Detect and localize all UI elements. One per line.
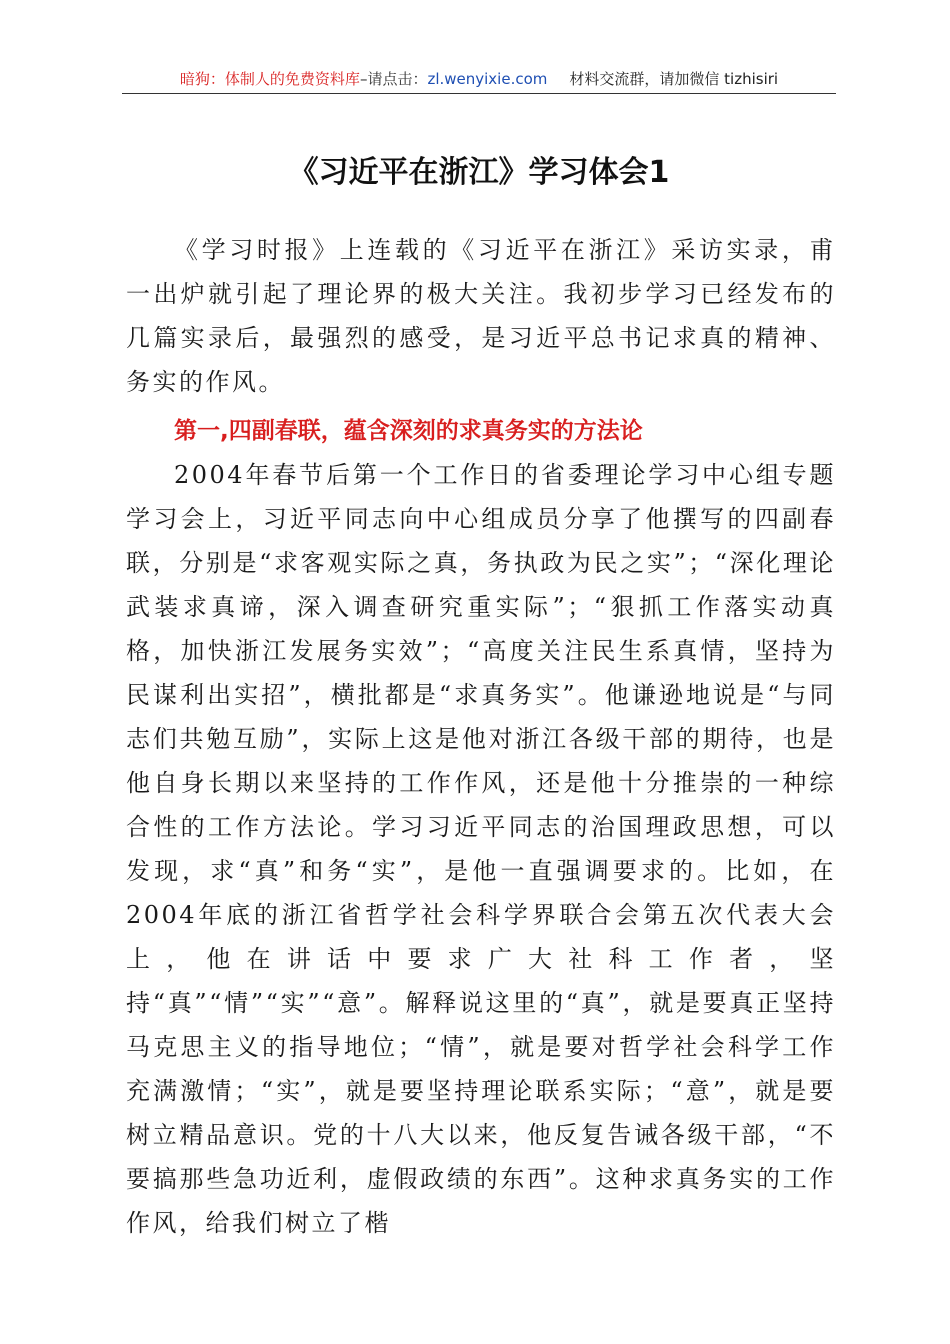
page-header: [122, 66, 836, 92]
intro-paragraph: 《学习时报》上连载的《习近平在浙江》采访实录，甫一出炉就引起了理论界的极大关注。我初步学习已经发布的几篇实录后，最强烈的感受，是习近平总书记求真的精神、务实的作风。: [126, 236, 836, 396]
header-link[interactable]: zl.wenyixie.com: [427, 70, 548, 88]
section-heading-1: 第一,四副春联，蕴含深刻的求真务实的方法论: [174, 418, 643, 444]
header-contact: 材料交流群，请加微信 tizhisiri: [569, 70, 779, 88]
document-title: 《习近平在浙江》学习体会1: [288, 155, 670, 190]
section-1-paragraph: 2004年春节后第一个工作日的省委理论学习中心组专题学习会上，习近平同志向中心组成员分享了他撰写的四副春联，分别是“求客观实际之真，务执政为民之实”；“深化理论武装求真谛，深入调查研究重实际”；“狠抓工作落实动真格，加快浙江发展务实效”；“高度关注民生系真情，坚持为民谋利出实招”，横批都是“求真务实”。他谦逊地说是“与同志们共勉互励”，实际上这是他对浙江各级干部的期待，也是他自身长期以来坚持的工作作风，还是他十分推崇的一种综合性的工作方法论。学习习近平同志的治国理政思想，可以发现，求“真”和务“实”，是他一直强调要求的。比如，在2004年底的浙江省哲学社会科学界联合会第五次代表大会上，他在讲话中要求广大社科工作者，坚持“真”“情”“实”“意”。解释说这里的“真”，就是要真正坚持马克思主义的指导地位；“情”，就是要对哲学社会科学工作充满激情；“实”，就是要坚持理论联系实际；“意”，就是要树立精品意识。党的十八大以来，他反复告诫各级干部，“不要搞那些急功近利，虚假政绩的东西”。这种求真务实的工作作风，给我们树立了楷: [126, 461, 836, 1237]
header-separator: –请点击：: [359, 70, 428, 88]
header-brand: 暗狗：体制人的免费资料库: [179, 70, 360, 88]
header-divider: [122, 93, 836, 94]
